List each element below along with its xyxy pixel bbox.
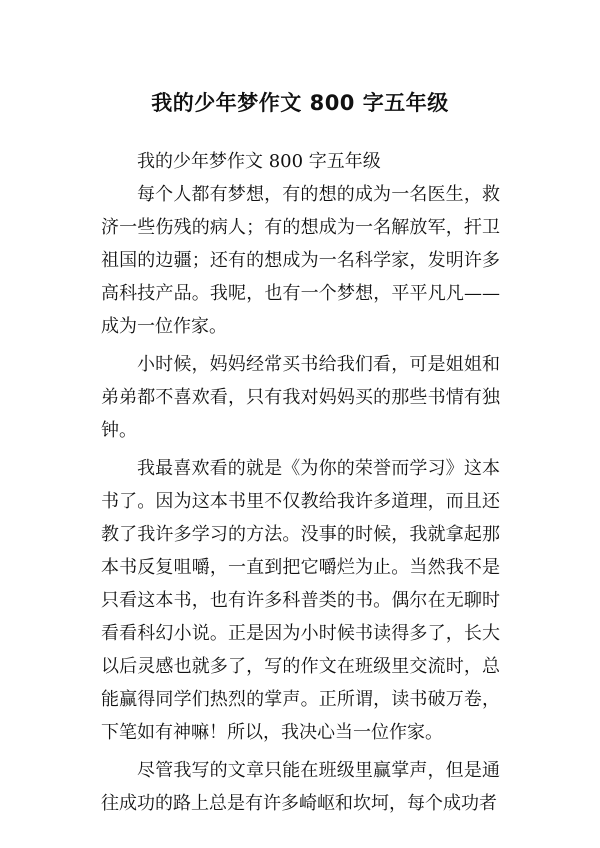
document-body: [101, 145, 500, 820]
body-paragraph: 我最喜欢看的就是《为你的荣誉而学习》这本书了。因为这本书里不仅教给我许多道理，而且还教了我许多学习的方法。没事的时候，我就拿起那本书反复咀嚼，一直到把它嚼烂为止。当然我不是只看这本书，也有许多科普类的书。偶尔在无聊时看看科幻小说。正是因为小时候书读得多了，长大以后灵感也就多了，写的作文在班级里交流时，总能赢得同学们热烈的掌声。正所谓，读书破万卷，下笔如有神嘛！所以，我决心当一位作家。: [101, 458, 500, 743]
body-paragraph: 每个人都有梦想，有的想的成为一名医生，救济一些伤残的病人；有的想成为一名解放军，扞卫祖国的边疆；还有的想成为一名科学家，发明许多高科技产品。我呢，也有一个梦想，平平凡凡——成为一位作家。: [101, 184, 500, 337]
body-paragraph: 我的少年梦作文 800 字五年级: [137, 151, 381, 172]
body-paragraph: 小时候，妈妈经常买书给我们看，可是姐姐和弟弟都不喜欢看，只有我对妈妈买的那些书情有独钟。: [101, 354, 500, 441]
body-paragraph: 尽管我写的文章只能在班级里赢掌声，但是通往成功的路上总是有许多崎岖和坎坷，每个成功者: [101, 760, 500, 814]
document-title: 我的少年梦作文 800 字五年级: [151, 91, 449, 116]
